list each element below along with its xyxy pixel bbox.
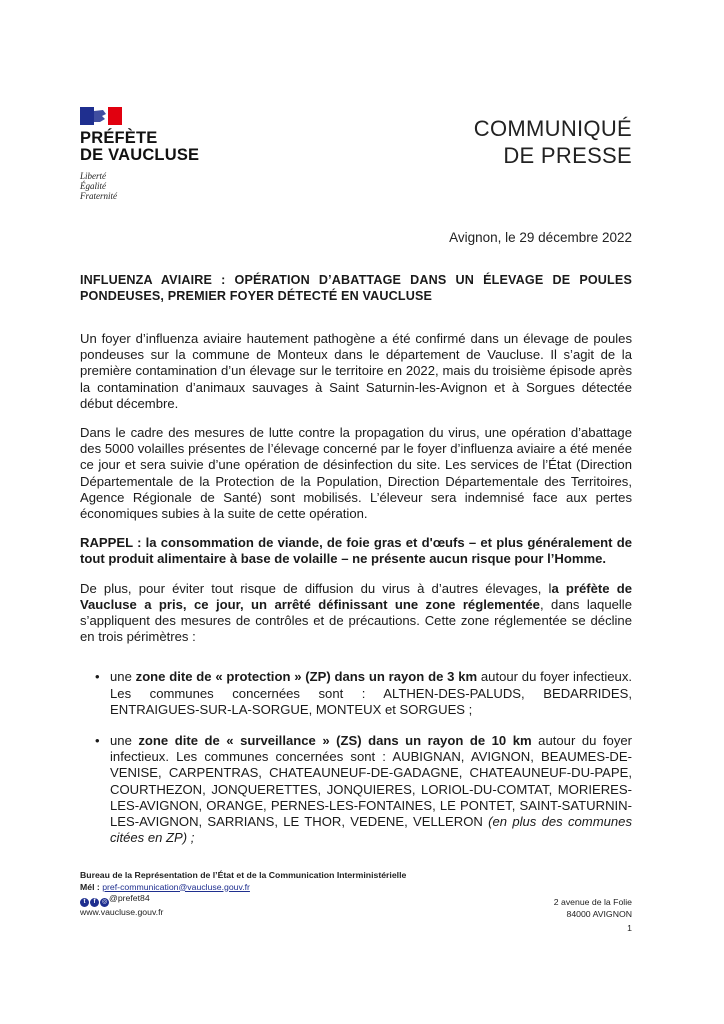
zone-surveillance-note: (en plus des communes citées en ZP) ; xyxy=(110,814,633,846)
address-line-2: 84000 AVIGNON xyxy=(566,908,632,919)
zone-pre: une xyxy=(110,669,136,685)
dateline: Avignon, le 29 décembre 2022 xyxy=(449,230,632,245)
social-handle[interactable]: @prefet84 xyxy=(109,893,150,903)
press-release-body xyxy=(80,272,632,861)
instagram-icon[interactable]: ◎ xyxy=(101,899,108,905)
footer-social-line xyxy=(80,893,406,907)
paragraph-outbreak: Un foyer d’influenza aviaire hautement pathogène a été confirmé dans un élevage de poules pondeuses sur la commune de Monteux dans le département de Vaucluse. Il s’agit de la première contamination d’un élevage sur le territoire en 2022, mais du troisième épisode après la contamination d’animaux sauvages à Saint Saturnin-les-Avignon et à Sorgues détectée début décembre. xyxy=(80,331,632,411)
paragraph-measures: Dans le cadre des mesures de lutte contre la propagation du virus, une opération d’abattage des 5000 volailles présentes de l’élevage concerné par le foyer d’influenza aviaire a été menée ce jour et sera suivie d’une opération de désinfection du site. Les services de l’État (Direction Départementale de la Protection de la Population, Direction Départementale des Territoires, Agence Régionale de Santé) sont mobilisés. L’éleveur sera indemnisé face aux pertes économiques subies à la suite de cette opération. xyxy=(80,425,632,522)
paragraph-zone-intro xyxy=(80,581,632,646)
footer-address xyxy=(554,897,632,920)
headline: INFLUENZA AVIAIRE : OPÉRATION D’ABATTAGE DANS UN ÉLEVAGE DE POULES PONDEUSES, PREMIER FOYER DÉTECTÉ EN VAUCLUSE xyxy=(80,273,632,303)
motto-liberte: Liberté xyxy=(80,171,106,181)
zone-intro-bold: a préfète de Vaucluse a pris, ce jour, un arrêté définissant une zone réglementée xyxy=(80,580,633,612)
doc-type-line-2: DE PRESSE xyxy=(503,143,632,168)
motto-fraternite: Fraternité xyxy=(80,191,117,201)
zone-protection-item xyxy=(95,669,633,718)
republique-marianne-logo xyxy=(80,107,122,125)
footer-mail-line xyxy=(80,882,406,894)
paragraph-rappel: RAPPEL : la consommation de viande, de foie gras et d'œufs – et plus généralement de tout produit alimentaire à base de volaille – ne présente aucun risque pour l’Homme. xyxy=(80,535,632,567)
website-link[interactable]: www.vaucluse.gouv.fr xyxy=(80,907,164,917)
zone-intro-text: De plus, pour éviter tout risque de diffusion du virus à d’autres élevages, l xyxy=(80,580,552,596)
twitter-icon[interactable]: t xyxy=(80,898,89,907)
doc-type-line-1: COMMUNIQUÉ xyxy=(473,116,632,141)
prefecture-name xyxy=(80,130,199,164)
marianne-profile-icon xyxy=(94,107,108,125)
zone-intro-text-end: , dans laquelle s’appliquent des mesures de contrôles et de précautions. Cette zone réglementée se décline en trois périmètres : xyxy=(80,596,632,645)
facebook-icon[interactable]: f xyxy=(90,898,99,907)
motto-egalite: Égalité xyxy=(80,181,106,191)
mail-label: Mél : xyxy=(80,881,103,892)
address-line-1: 2 avenue de la Folie xyxy=(553,897,632,907)
social-icons xyxy=(80,898,109,907)
zone-pre: une xyxy=(110,733,139,749)
zone-surveillance-title: zone dite de « surveillance » (ZS) dans un rayon de 10 km xyxy=(138,733,532,749)
bullet-icon: • xyxy=(95,669,100,685)
bullet-icon: • xyxy=(95,733,100,749)
zone-surveillance-item xyxy=(95,733,633,846)
zone-protection-text: autour du foyer infectieux. Les communes concernées sont : ALTHEN-DES-PALUDS, BEDARRIDES, ENTRAIGUES-SUR-LA-SORGUE, MONTEUX et SORGUES ; xyxy=(110,669,633,717)
footer-service: Bureau de la Représentation de l’État et de la Communication Interministérielle xyxy=(80,870,407,880)
zone-surveillance-text: autour du foyer infectieux. Les communes concernées sont : AUBIGNAN, AVIGNON, BEAUMES-DE-VENISE, CARPENTRAS, CHATEAUNEUF-DE-GADAGNE, CHATEAUNEUF-DU-PAPE, COURTHEZON, JONQUERETTES, JONQUIERES, LORIOL-DU-COMTAT, MORIERES-LES-AVIGNON, ORANGE, PERNES-LES-FONTAINES, LE PONTET, SAINT-SATURNIN-LES-AVIGNON, SARRIANS, LE THOR, VEDENE, VELLERON xyxy=(110,733,633,830)
document-type-title xyxy=(474,115,632,169)
footer-contact xyxy=(80,870,406,919)
flag-blue-stripe xyxy=(80,107,94,125)
prefecture-line-2: DE VAUCLUSE xyxy=(80,146,200,164)
zone-list xyxy=(80,669,632,846)
mail-link[interactable]: pref-communication@vaucluse.gouv.fr xyxy=(102,881,250,892)
page-number: 1 xyxy=(627,923,632,933)
zone-protection-title: zone dite de « protection » (ZP) dans un rayon de 3 km xyxy=(135,669,478,685)
republic-motto xyxy=(80,171,117,201)
prefecture-line-1: PRÉFÈTE xyxy=(80,129,158,147)
flag-red-stripe xyxy=(108,107,122,125)
